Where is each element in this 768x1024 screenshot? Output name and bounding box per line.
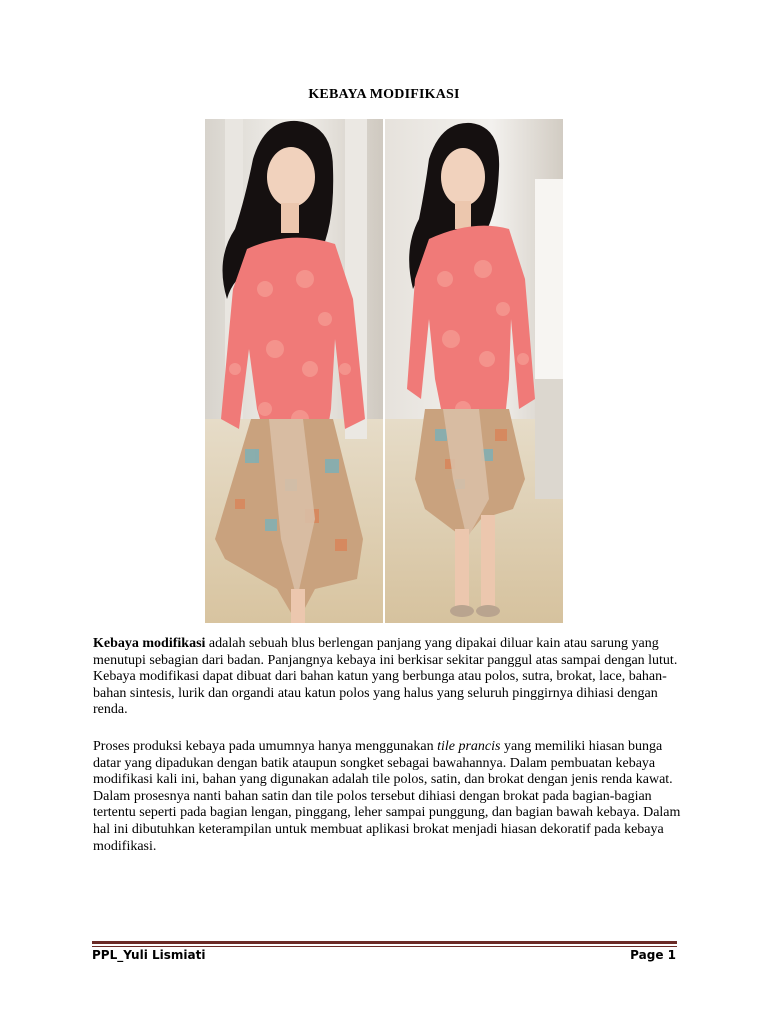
term-kebaya-modifikasi: Kebaya modifikasi	[93, 636, 206, 651]
page-title: KEBAYA MODIFIKASI	[308, 87, 460, 102]
footer-rule	[92, 941, 677, 944]
paragraph-production-text-1: Proses produksi kebaya pada umumnya hanya menggunakan	[93, 739, 438, 754]
paragraph-definition-text: adalah sebuah blus berlengan panjang yang dipakai diluar kain atau sarung yang menutupi sebagian dari badan. Panjangnya kebaya ini berkisar sekitar panggul atas sampai dengan lutut. Kebaya modifikasi dapat dibuat dari bahan katun yang berbunga atau polos, sutra, brokat, lace, bahan-bahan sintesis, lurik dan organdi atau katun polos yang halus yang seluruh pinggirnya dihiasi dengan renda.	[93, 636, 678, 718]
term-tile-prancis: tile prancis	[437, 739, 501, 754]
footer-rule-thin	[92, 946, 677, 947]
kebaya-photo	[205, 119, 563, 623]
photo-side-view	[385, 119, 563, 623]
paragraph-definition	[93, 636, 693, 719]
paragraph-production	[93, 739, 693, 855]
footer-author: PPL_Yuli Lismiati	[92, 948, 206, 962]
photo-front-view	[205, 119, 383, 623]
footer-page-number: Page 1	[630, 948, 676, 962]
paragraph-production-text-2: yang memiliki hiasan bunga datar yang dipadukan dengan batik ataupun songket sebagai bawahannya. Dalam pembuatan kebaya modifikasi kali ini, bahan yang digunakan adalah tile polos, satin, dan brokat dengan jenis renda kawat. Dalam prosesnya nanti bahan satin dan tile polos tersebut dihiasi dengan brokat pada bagian-bagian tertentu seperti pada bagian lengan, pinggang, leher sampai punggung, dan bagian bawah kebaya. Dalam hal ini dibutuhkan keterampilan untuk membuat aplikasi brokat menjadi hiasan dekoratif pada kebaya modifikasi.	[93, 739, 681, 854]
